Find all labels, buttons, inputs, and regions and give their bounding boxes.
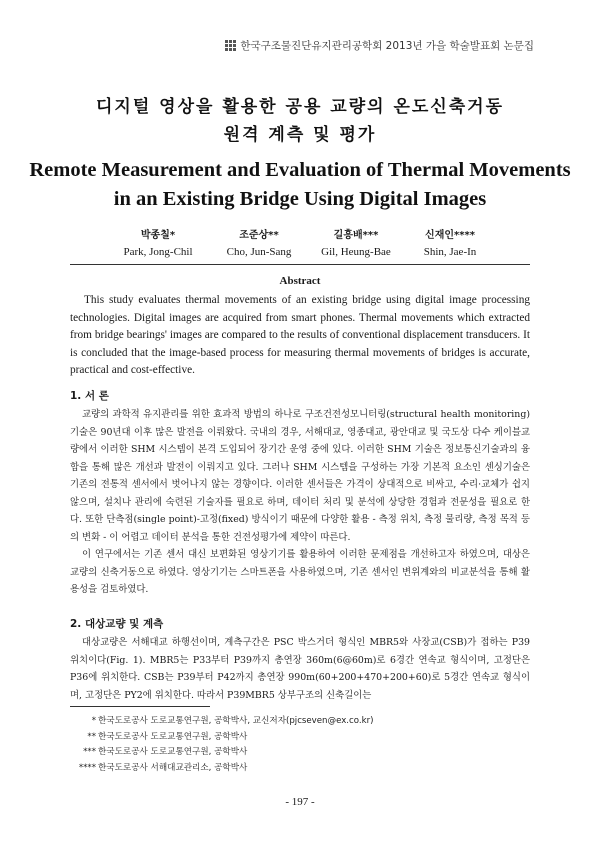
footnote-mark: **** — [78, 762, 96, 773]
english-title-line-1: Remote Measurement and Evaluation of Thermal Movements — [29, 159, 571, 181]
author-name-ko: 박종칠* — [140, 230, 176, 241]
journal-name: 한국구조물진단유지관리공학회 2013년 가을 학술발표회 논문집 — [240, 40, 534, 52]
author-divider — [70, 264, 530, 265]
footnote-text: 한국도로공사 서해대교관리소, 공학박사 — [98, 762, 248, 773]
korean-title-line-1: 디지털 영상을 활용한 공용 교량의 온도신축거동 — [95, 97, 505, 117]
footnote-mark: *** — [83, 747, 96, 757]
section-1-body — [70, 406, 530, 599]
footnote — [74, 745, 534, 761]
footnote — [74, 730, 534, 746]
author-name-en: Gil, Heung-Bae — [321, 246, 391, 258]
paragraph: 이 연구에서는 기존 센서 대신 보편화된 영상기기를 활용하여 이러한 문제점을 개선하고자 하였으며, 대상은 교량의 신축거동으로 하였다. 영상기기는 스마트폰을 사용하였으며, 기존 센서인 변위계와의 비교분석을 통해 활용성을 검토하였다. — [70, 549, 530, 595]
author-name-ko: 길흥배*** — [333, 230, 379, 241]
footnote — [74, 714, 534, 730]
section-2-body — [70, 634, 530, 704]
section-2-heading: 2. 대상교량 및 계측 — [70, 618, 164, 630]
footnote-mark: ** — [87, 731, 96, 742]
journal-header — [225, 38, 534, 53]
author-name-ko: 신재인**** — [425, 230, 475, 241]
author-name-en: Park, Jong-Chil — [123, 246, 193, 258]
author-name-en: Shin, Jae-In — [423, 246, 477, 258]
author — [385, 227, 515, 261]
author-name-ko: 조준상** — [239, 230, 279, 241]
korean-title-line-2: 원격 계측 및 평가 — [223, 125, 377, 145]
page-number: - 197 - — [285, 796, 315, 808]
english-title-line-2: in an Existing Bridge Using Digital Images — [113, 188, 487, 210]
footnote-text: 한국도로공사 도로교통연구원, 공학박사 — [98, 747, 248, 757]
abstract-title: Abstract — [279, 275, 321, 287]
paragraph: 교량의 과학적 유지관리를 위한 효과적 방법의 하나로 구조건전성모니터링(structural health monitoring) 기술은 90년대 이후 많은 발전을 이뤄왔다. 국내의 경우, 서해대교, 영종대교, 광안대교 및 국도상 다수 케이블교량에서 이러한 SHM 시스템이 본격 도입되어 장기간 운영 중에 있다. 이러한 SHM 기술은 정보통신기술과의 융합을 통해 많은 개선과 발전이 이뤄지고 있다. 그러나 SHM 시스템을 구성하는 가장 기본적 요소인 센싱기술은 기존의 전통적 센서에서 벗어나지 않는 경향이다. 이러한 센서들은 가격이 상대적으로 비싸고, 수리·교체가 쉽지 않으며, 설치나 관리에 숙련된 기술자를 필요로 하며, 데이터 처리 및 분석에 상당한 경험과 전문성을 필요로 한다. 또한 단측점(single point)-고정(fixed) 방식이기 때문에 다양한 활용 - 측정 위치, 측정 물리량, 측정 목적 등의 변화 - 이 어렵고 데이터 분석을 통한 건전성평가에 제약이 따른다. — [70, 409, 530, 543]
author-name-en: Cho, Jun-Sang — [226, 246, 292, 258]
abstract-text: This study evaluates thermal movements of an existing bridge using digital image processing technologies. Digital images are acquired from smart phones. Thermal movements which extracted from bridge bearings' images are compared to the results of conventional displacement transducers. It is concluded that the image-based process for measuring thermal movements of bridges is accurate, practical and cost-effective. — [70, 294, 530, 377]
section-1-heading: 1. 서 론 — [70, 390, 109, 402]
footnotes — [74, 714, 534, 776]
footnote-text: 한국도로공사 도로교통연구원, 공학박사, 교신저자(pjcseven@ex.co.kr) — [98, 716, 374, 726]
grid-mark-icon — [225, 40, 236, 51]
footnote — [74, 761, 534, 777]
footnote-text: 한국도로공사 도로교통연구원, 공학박사 — [98, 731, 248, 742]
footnote-divider — [70, 706, 210, 707]
footnote-mark: * — [91, 716, 96, 726]
paragraph: 대상교량은 서해대교 하행선이며, 계측구간은 PSC 박스거더 형식인 MBR5와 사장교(CSB)가 접하는 P39 위치이다(Fig. 1). MBR5는 P33부터 P39까지 총연장 360m(6@60m)로 6경간 연속교 형식이며, 고정단은 P36에 위치한다. CSB는 P39부터 P42까지 총연장 990m(60+200+470+200+60)로 5경간 연속교 형식이며, 고정단은 PY2에 위치한다. 따라서 P39MBR5 상부구조의 신축길이는 — [70, 637, 530, 701]
